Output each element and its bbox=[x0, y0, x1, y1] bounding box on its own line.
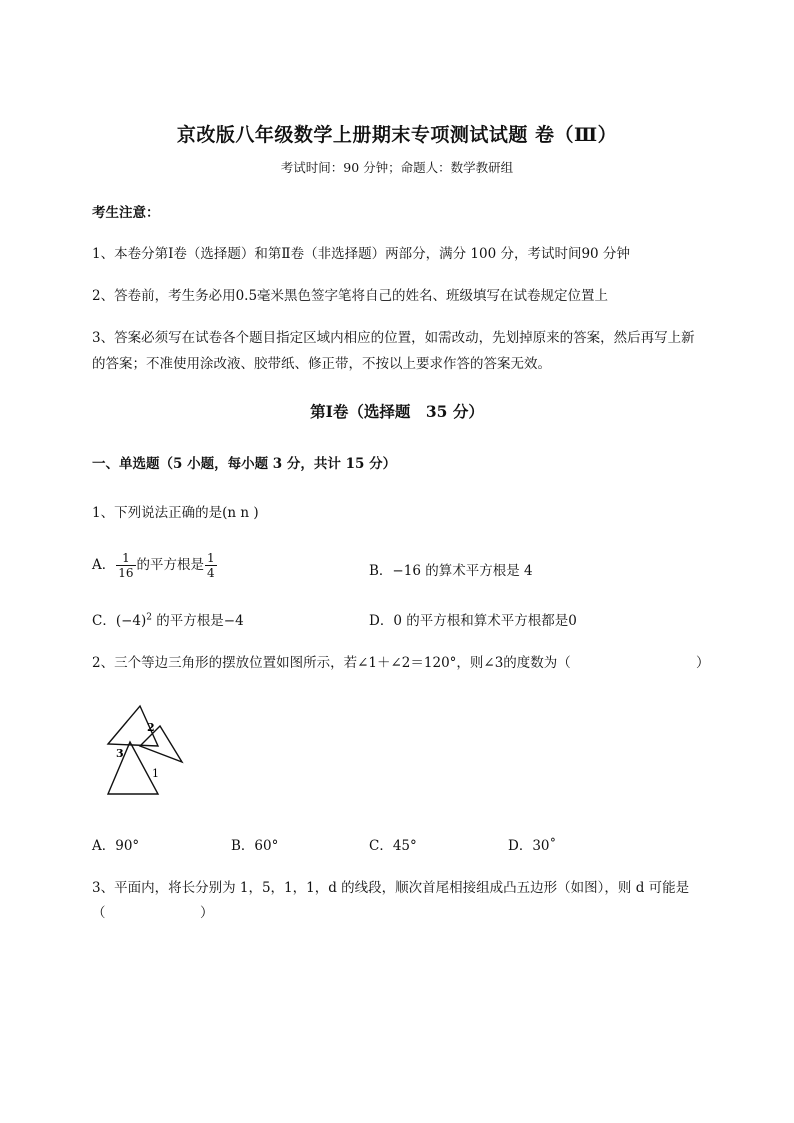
section-title: 第Ⅰ卷（选择题 35 分） bbox=[310, 402, 484, 421]
q2-option-d: D．30˚ bbox=[508, 838, 557, 854]
fraction-numerator: 1 bbox=[207, 551, 215, 565]
notice-heading: 考生注意： bbox=[92, 205, 160, 221]
q1-option-c bbox=[92, 609, 244, 629]
page-title: 京改版八年级数学上册期末专项测试试题 卷（Ⅲ） bbox=[176, 124, 618, 146]
q1-option-d: D．0 的平方根和算术平方根都是0 bbox=[369, 613, 577, 629]
notice-item-3: 3、答案必须写在试卷各个题目指定区域内相应的位置，如需改动，先划掉原来的答案，然后再写上新 bbox=[92, 330, 695, 346]
triangles-figure bbox=[100, 700, 190, 800]
q1-a-prefix: A． bbox=[92, 557, 116, 573]
notice-item-2: 2、答卷前，考生务必用0.5毫米黑色签字笔将自己的姓名、班级填写在试卷规定位置上 bbox=[92, 288, 609, 304]
q1-a-text: 的平方根是 bbox=[136, 557, 205, 573]
fraction-denominator: 16 bbox=[118, 566, 134, 580]
notice-item-3-cont: 的答案；不准使用涂改液、胶带纸、修正带，不按以上要求作答的答案无效。 bbox=[92, 356, 551, 372]
angle-label-1: 1 bbox=[152, 767, 159, 780]
q3-stem: 3、平面内，将长分别为 1，5，1，1，d 的线段，顺次首尾相接组成凸五边形（如图），则 d 可能是 bbox=[92, 880, 690, 896]
notice-item-1: 1、本卷分第Ⅰ卷（选择题）和第Ⅱ卷（非选择题）两部分，满分 100 分，考试时间90 分钟 bbox=[92, 246, 630, 262]
fraction bbox=[116, 551, 135, 580]
exam-info: 考试时间：90 分钟；命题人：数学教研组 bbox=[280, 160, 514, 175]
q2-stem-end: ） bbox=[696, 655, 710, 671]
fraction-denominator: 4 bbox=[207, 566, 215, 580]
q3-answer-blank: （ ） bbox=[92, 905, 214, 921]
angle-label-2: 2 bbox=[147, 721, 155, 734]
q2-stem: 2、三个等边三角形的摆放位置如图所示，若∠1＋∠2＝120°，则∠3的度数为（ bbox=[92, 655, 571, 671]
q1-option-b: B．−16 的算术平方根是 4 bbox=[369, 563, 533, 579]
fraction-numerator: 1 bbox=[116, 551, 135, 566]
angle-label-3: 3 bbox=[116, 747, 124, 760]
q2-option-b: B．60° bbox=[231, 838, 279, 854]
q1-c-prefix: C．(−4) bbox=[92, 613, 147, 629]
q2-option-a: A．90° bbox=[92, 838, 140, 854]
q1-stem: 1、下列说法正确的是(n n ) bbox=[92, 505, 259, 521]
q2-option-c: C．45° bbox=[369, 838, 417, 854]
part-heading: 一、单选题（5 小题，每小题 3 分，共计 15 分） bbox=[92, 456, 397, 472]
q1-option-a bbox=[92, 551, 218, 580]
q1-c-exponent: 2 bbox=[146, 612, 152, 623]
fraction bbox=[205, 551, 217, 580]
q1-c-suffix: 的平方根是−4 bbox=[152, 613, 244, 629]
